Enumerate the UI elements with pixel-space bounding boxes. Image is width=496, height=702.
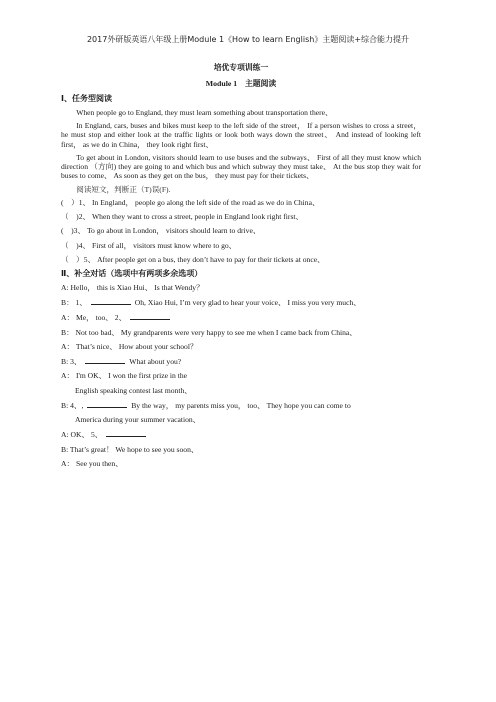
dialog-line-3-prefix: A： Me， too、 2、	[61, 313, 127, 323]
dialog-line-1: A: Hello， this is Xiao Hui、 Is that Wendy？	[61, 282, 204, 292]
dialog-line-11	[61, 429, 421, 439]
dialog-line-10: America during your summer vacation、	[75, 415, 201, 424]
dialog-line-2-prefix: B： 1、	[61, 298, 87, 307]
answer-blank-3[interactable]	[85, 356, 125, 364]
page-header: 2017外研版英语八年级上册Module 1《How to learn English》主题阅读+综合能力提升	[86, 35, 410, 44]
dialog-line-11-prefix: A: OK、 5、	[61, 430, 103, 440]
dialog-line-6-text: What about you?	[129, 357, 182, 366]
s1-paragraph-1: When people go to England, they must learn something about transportation there、	[76, 107, 333, 117]
dialog-line-6	[61, 356, 421, 366]
answer-blank-2[interactable]	[130, 312, 170, 320]
answer-blank-5[interactable]	[106, 429, 146, 437]
dialog-line-9	[61, 400, 421, 410]
s1-item-5: （ ）5、 After people get on a bus, they don’t have to pay for their tickets at once、	[61, 254, 325, 264]
s1-item-2: （ )2、 When they want to cross a street, people in England look right first、	[61, 212, 304, 221]
answer-blank-4[interactable]	[87, 400, 127, 408]
dialog-line-7: A： I'm OK、 I won the first prize in the	[61, 371, 188, 381]
dialog-line-9-prefix: B: 4、,	[61, 400, 84, 410]
dialog-line-2-text: Oh, Xiao Hui, I’m very glad to hear your voice、 I miss you very much、	[134, 298, 361, 307]
section1-heading: Ⅰ、任务型阅读	[61, 94, 112, 103]
s1-item-4: （ )4、 First of all， visitors must know where to go、	[61, 240, 237, 250]
dialog-line-12: B: That’s great！ We hope to see you soon、	[61, 444, 199, 454]
dialog-line-4: B： Not too bad、 My grandparents were very happy to see me when I came back from China、	[61, 327, 357, 337]
content	[61, 63, 421, 473]
dialog-line-5: A： That’s nice、 How about your school？	[61, 341, 198, 351]
s1-paragraph-3: To get about in London, visitors should learn to use buses and the subways、 First of all they must know which direction （方向) they are going to and which bus and which subway they must take、 At the bus stop they wait for buses to come、 As soon as they get on the bus， they must pay for their tickets、	[61, 152, 421, 181]
dialog-line-2	[61, 297, 421, 307]
dialog-line-13: A： See you then、	[61, 458, 123, 468]
title-main: 培优专项训练一	[213, 63, 269, 72]
s1-instruction: 阅读短文，判断正（T)误(F).	[76, 184, 171, 194]
dialog-line-6-prefix: B: 3、	[61, 357, 82, 366]
title-module: Module 1 主题阅读	[205, 78, 277, 88]
s1-item-1: ( ）1、 In England， people go along the left side of the road as we do in China、	[61, 197, 320, 207]
dialog-line-8: English speaking contest last month、	[75, 385, 192, 395]
answer-blank-1[interactable]	[91, 297, 131, 305]
dialog-line-3	[61, 312, 421, 322]
dialog-line-9-text: By the way， my parents miss you， too、 They hope you can come to	[131, 400, 351, 410]
section2-heading: Ⅱ、补全对话（选项中有两项多余选项）	[61, 269, 203, 278]
s1-item-3: ( )3、 To go about in London， visitors should learn to drive、	[61, 226, 261, 236]
s1-paragraph-2: In England, cars, buses and bikes must keep to the left side of the street， If a person wishes to cross a street， he must stop and either look at the traffic lights or look both ways down the street、 And instead of looking left first， as we do in China， they look right first、	[61, 121, 421, 149]
